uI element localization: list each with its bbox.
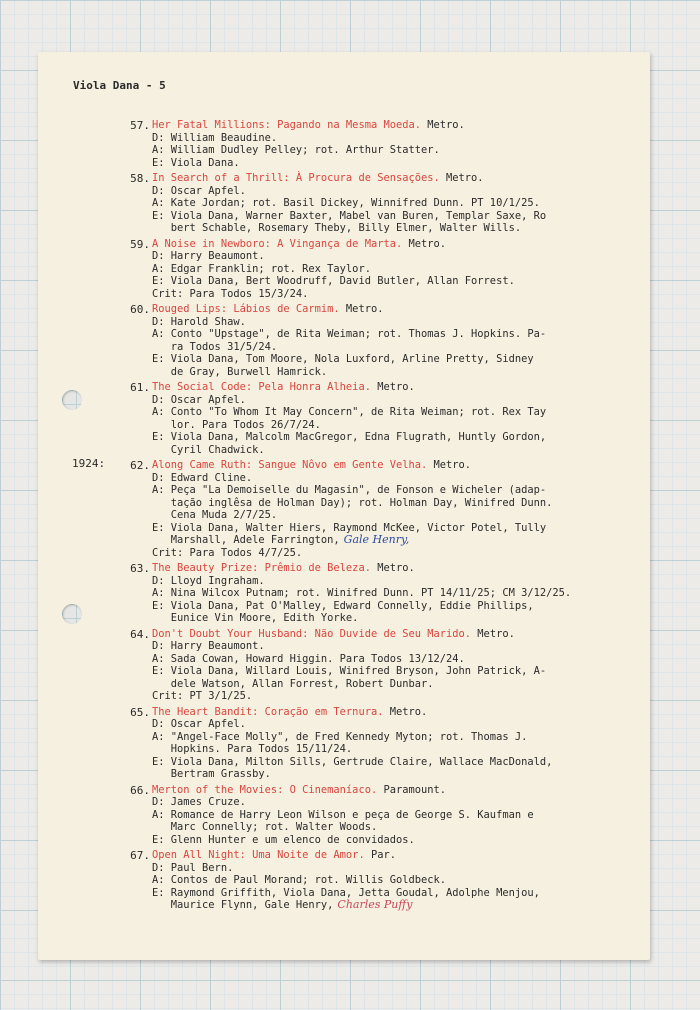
credit-text: A: "Angel-Face Molly", de Fred Kennedy Myton; rot. Thomas J. <box>152 730 528 743</box>
credit-line <box>152 640 650 653</box>
credit-line <box>152 718 650 731</box>
credit-line <box>152 250 650 263</box>
credit-text: D: Lloyd Ingraham. <box>152 574 265 587</box>
filmography-entry <box>122 238 650 301</box>
credit-line <box>152 509 650 522</box>
credit-text: bert Schable, Rosemary Theby, Billy Elmer, Walter Wills. <box>152 222 522 234</box>
credit-line <box>152 834 650 847</box>
credit-text: E: Viola Dana, Walter Hiers, Raymond McKee, Victor Potel, Tully <box>152 521 547 534</box>
entry-title-line <box>152 706 650 719</box>
credit-text: Cena Muda 2/7/25. <box>152 509 278 521</box>
credit-text: ra Todos 31/5/24. <box>152 340 278 353</box>
entry-number: 58. <box>130 172 150 185</box>
entry-number: 63. <box>130 562 150 575</box>
credit-line <box>152 796 650 809</box>
credit-text: D: Harry Beaumont. <box>152 640 265 652</box>
film-title: Her Fatal Millions: Pagando na Mesma Moeda. <box>152 119 421 131</box>
credit-text: E: Viola Dana, Tom Moore, Nola Luxford, Arline Pretty, Sidney <box>152 353 534 365</box>
credit-line <box>152 197 650 210</box>
credit-line <box>152 497 650 510</box>
credit-line <box>152 419 650 432</box>
credit-line <box>152 653 650 666</box>
credit-line <box>152 484 650 497</box>
film-title: Along Came Ruth: Sangue Nôvo em Gente Velha. <box>152 459 428 471</box>
filmography-entry <box>122 784 650 847</box>
film-title: The Beauty Prize: Prêmio de Beleza. <box>152 562 371 574</box>
credit-line <box>152 222 650 235</box>
punch-hole <box>62 604 82 624</box>
credit-text: A: Conto "Upstage", de Rita Weiman; rot. Thomas J. Hopkins. Pa- <box>152 328 547 340</box>
studio-name: Metro. <box>471 627 515 640</box>
studio-name: Metro. <box>402 237 447 250</box>
credit-line <box>152 472 650 485</box>
credit-text: E: Viola Dana, Bert Woodruff, David Butler, Allan Forrest. <box>152 275 515 287</box>
film-title: Merton of the Movies: O Cinemaníaco. <box>152 783 378 796</box>
entry-number: 61. <box>130 381 150 394</box>
credit-line <box>152 743 650 756</box>
credit-line <box>152 678 650 691</box>
credit-text: Marshall, Adele Farrington, <box>152 534 340 546</box>
credit-text: E: Viola Dana, Milton Sills, Gertrude Claire, Wallace MacDonald, <box>152 755 553 768</box>
entry-number: 62. <box>130 459 150 472</box>
entry-title-line <box>152 238 650 251</box>
credit-line <box>152 444 650 457</box>
studio-name: Metro. <box>370 562 415 574</box>
credit-text: Maurice Flynn, Gale Henry, <box>152 899 334 911</box>
credit-text: A: Nina Wilcox Putnam; rot. Winifred Dunn. PT 14/11/25; CM 3/12/25. <box>152 587 572 599</box>
credit-line <box>152 821 650 834</box>
entry-title-line <box>152 381 650 394</box>
credit-line <box>152 690 650 703</box>
credit-line <box>152 547 650 560</box>
credit-text: tação inglêsa de Holman Day); rot. Holman Day, Winifred Dunn. <box>152 496 553 509</box>
credit-line <box>152 394 650 407</box>
credit-line <box>152 862 650 875</box>
studio-name: Par. <box>364 849 396 861</box>
film-title: Don't Doubt Your Husband: Não Duvide de Seu Marido. <box>152 627 472 640</box>
filmography-entry <box>122 849 650 912</box>
film-title: In Search of a Thrill: À Procura de Sensações. <box>152 172 440 184</box>
credit-line <box>152 756 650 769</box>
filmography-entry <box>122 172 650 235</box>
entry-title-line <box>152 459 650 472</box>
handwritten-note: Gale Henry, <box>343 533 410 546</box>
credit-text: D: Harold Shaw. <box>152 315 246 328</box>
credit-text: A: Kate Jordan; rot. Basil Dickey, Winnifred Dunn. PT 10/1/25. <box>152 197 540 209</box>
credit-line <box>152 366 650 379</box>
entry-title-line <box>152 784 650 797</box>
filmography-entry <box>122 119 650 169</box>
credit-text: A: William Dudley Pelley; rot. Arthur Statter. <box>152 144 440 156</box>
credit-line <box>152 534 650 547</box>
credit-text: de Gray, Burwell Hamrick. <box>152 365 328 378</box>
entry-number: 65. <box>130 705 150 719</box>
credit-text: Crit: Para Todos 15/3/24. <box>152 287 309 300</box>
credit-line <box>152 210 650 223</box>
entry-number: 66. <box>130 783 150 797</box>
credit-text: A: Romance de Harry Leon Wilson e peça de George S. Kaufman e <box>152 808 534 821</box>
page-header: Viola Dana - 5 <box>73 79 166 92</box>
credit-line <box>152 809 650 822</box>
credit-line <box>152 587 650 600</box>
credit-text: E: Viola Dana, Willard Louis, Winifred Bryson, John Patrick, A- <box>152 665 547 677</box>
credit-text: E: Raymond Griffith, Viola Dana, Jetta Goudal, Adolphe Menjou, <box>152 886 540 899</box>
entry-title-line <box>152 119 650 132</box>
studio-name: Metro. <box>421 119 465 131</box>
entry-title-line <box>152 303 650 316</box>
credit-text: D: Edward Cline. <box>152 471 253 484</box>
credit-text: A: Edgar Franklin; rot. Rex Taylor. <box>152 262 371 275</box>
credit-line <box>152 612 650 625</box>
credit-line <box>152 132 650 145</box>
credit-line <box>152 288 650 301</box>
credit-text: D: James Cruze. <box>152 796 246 808</box>
credit-line <box>152 575 650 588</box>
credit-line <box>152 328 650 341</box>
entry-number: 64. <box>130 627 150 641</box>
credit-line <box>152 341 650 354</box>
film-title: The Heart Bandit: Coração em Ternura. <box>152 705 384 718</box>
credit-text: A: Conto "To Whom It May Concern", de Rita Weiman; rot. Rex Tay <box>152 406 547 418</box>
studio-name: Metro. <box>370 381 415 393</box>
document-page <box>38 52 650 960</box>
credit-text: Cyril Chadwick. <box>152 443 265 456</box>
film-title: Rouged Lips: Lábios de Carmim. <box>152 303 340 315</box>
credit-text: Eunice Vin Moore, Edith Yorke. <box>152 612 359 624</box>
filmography-entry <box>122 628 650 703</box>
studio-name: Paramount. <box>377 783 447 796</box>
credit-text: D: William Beaudine. <box>152 131 278 144</box>
credit-text: E: Viola Dana. <box>152 156 240 169</box>
credit-text: D: Oscar Apfel. <box>152 393 246 406</box>
credit-text: Bertram Grassby. <box>152 768 271 780</box>
credit-text: A: Sada Cowan, Howard Higgin. Para Todos 13/12/24. <box>152 652 465 665</box>
punch-hole <box>62 390 82 410</box>
studio-name: Metro. <box>427 459 472 471</box>
film-title: Open All Night: Uma Noite de Amor. <box>152 849 365 861</box>
film-title: A Noise in Newboro: A Vingança de Marta. <box>152 237 403 250</box>
credit-text: E: Glenn Hunter e um elenco de convidados. <box>152 833 415 846</box>
credit-line <box>152 406 650 419</box>
filmography-entry <box>122 381 650 456</box>
handwritten-note: Charles Puffy <box>337 898 413 911</box>
filmography-entry <box>122 303 650 378</box>
credit-line <box>152 874 650 887</box>
credit-line <box>152 316 650 329</box>
credit-text: A: Contos de Paul Morand; rot. Willis Goldbeck. <box>152 874 447 886</box>
credit-line <box>152 353 650 366</box>
filmography-entry <box>122 562 650 625</box>
credit-text: D: Paul Bern. <box>152 861 234 874</box>
filmography-entry <box>122 706 650 781</box>
credit-text: E: Viola Dana, Malcolm MacGregor, Edna Flugrath, Huntly Gordon, <box>152 431 547 443</box>
credit-line <box>152 263 650 276</box>
year-label: 1924: <box>72 457 106 470</box>
credit-text: E: Viola Dana, Warner Baxter, Mabel van Buren, Templar Saxe, Ro <box>152 209 547 222</box>
entry-title-line <box>152 849 650 862</box>
credit-line <box>152 431 650 444</box>
credit-text: Marc Connelly; rot. Walter Woods. <box>152 821 378 833</box>
credit-line <box>152 665 650 678</box>
studio-name: Metro. <box>439 172 484 184</box>
studio-name: Metro. <box>339 303 384 315</box>
credit-text: Crit: Para Todos 4/7/25. <box>152 546 303 559</box>
entry-title-line <box>152 562 650 575</box>
credit-line <box>152 768 650 781</box>
credit-text: lor. Para Todos 26/7/24. <box>152 418 321 431</box>
entry-number: 60. <box>130 303 150 316</box>
entry-number: 59. <box>130 237 150 251</box>
film-title: The Social Code: Pela Honra Alheia. <box>152 381 371 393</box>
studio-name: Metro. <box>383 705 428 718</box>
filmography-entry <box>122 459 650 559</box>
credit-text: A: Peça "La Demoiselle du Magasin", de Fonson e Wicheler (adap- <box>152 484 547 496</box>
credit-line <box>152 731 650 744</box>
credit-text: E: Viola Dana, Pat O'Malley, Edward Connelly, Eddie Phillips, <box>152 599 534 612</box>
credit-text: D: Oscar Apfel. <box>152 718 246 730</box>
entry-number: 57. <box>130 119 150 132</box>
credit-line <box>152 185 650 198</box>
credit-line <box>152 275 650 288</box>
credit-text: Hopkins. Para Todos 15/11/24. <box>152 743 353 755</box>
entry-number: 67. <box>130 849 150 862</box>
entry-title-line <box>152 172 650 185</box>
credit-text: dele Watson, Allan Forrest, Robert Dunbar. <box>152 677 434 690</box>
credit-text: D: Oscar Apfel. <box>152 184 246 197</box>
filmography-list <box>122 119 650 915</box>
credit-text: D: Harry Beaumont. <box>152 250 265 262</box>
credit-line <box>152 157 650 170</box>
credit-line <box>152 144 650 157</box>
credit-line <box>152 600 650 613</box>
credit-line <box>152 899 650 912</box>
entry-title-line <box>152 628 650 641</box>
credit-text: Crit: PT 3/1/25. <box>152 690 253 702</box>
